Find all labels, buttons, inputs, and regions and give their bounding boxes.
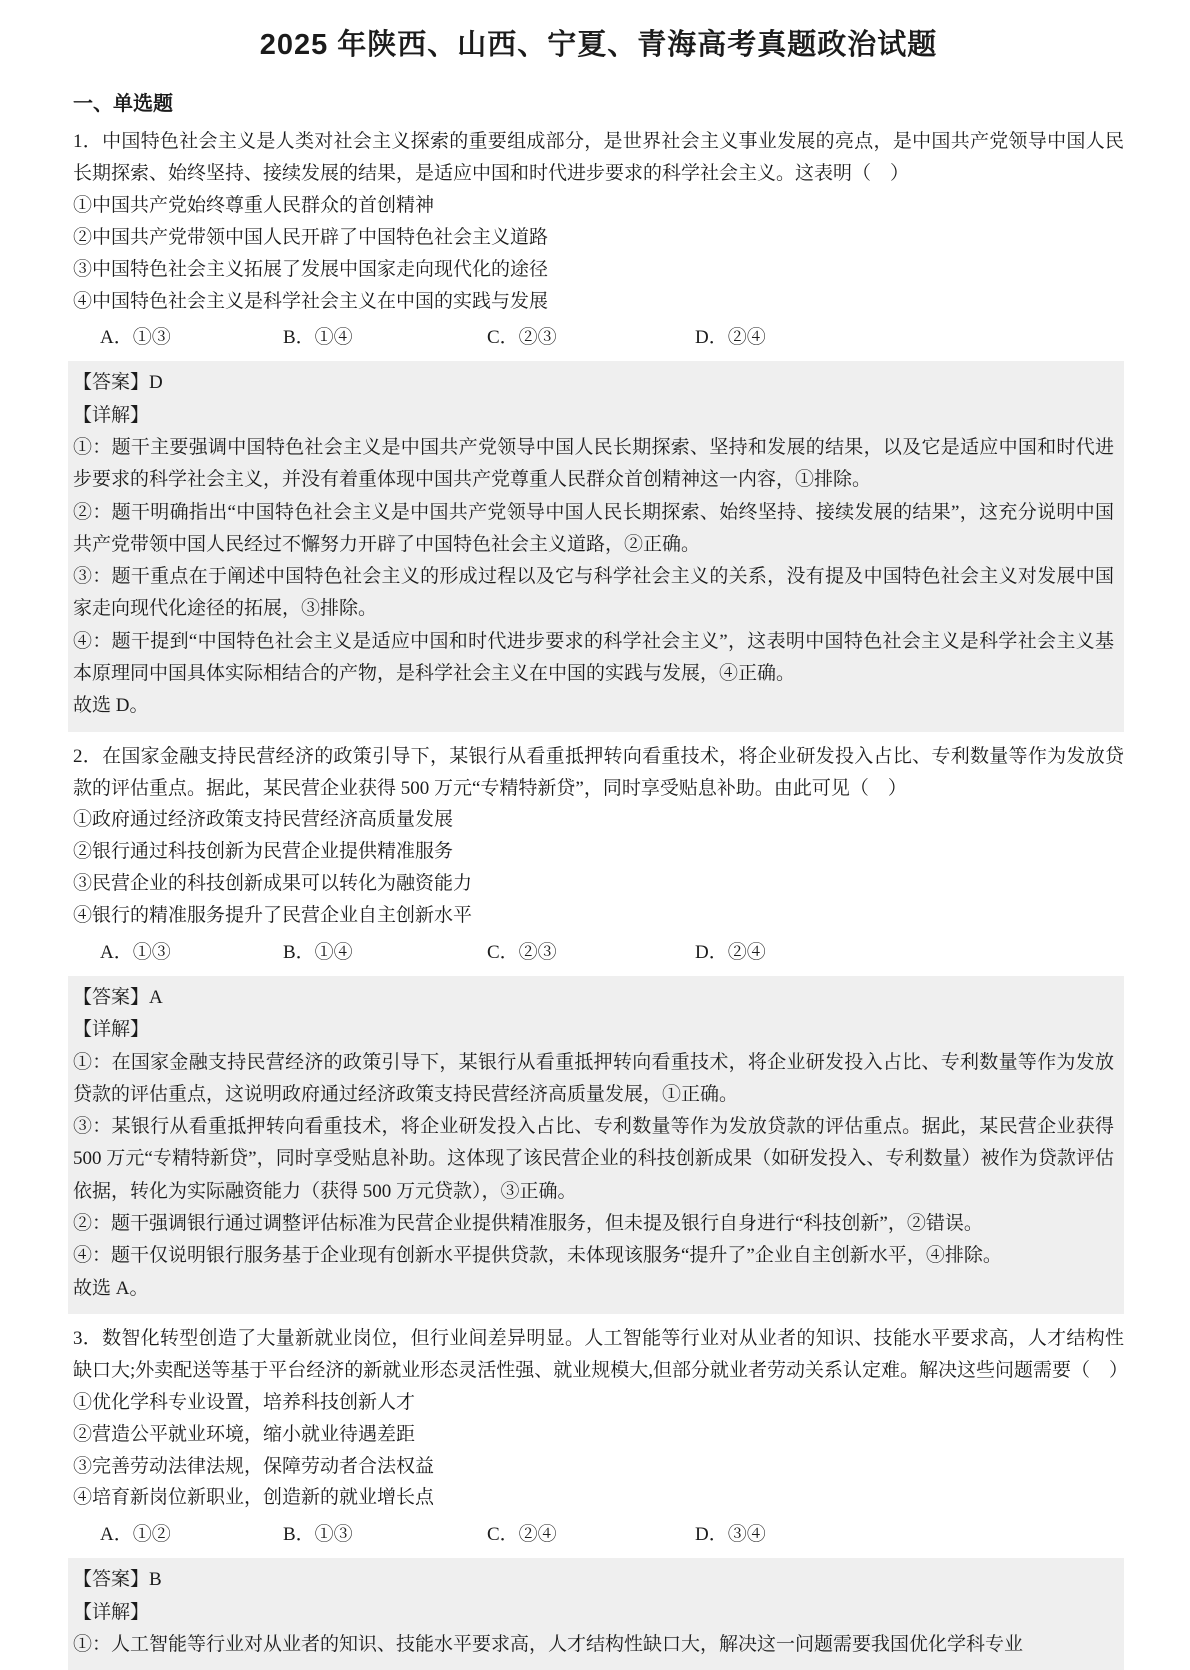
choice-row: [73, 1519, 1124, 1551]
option-statement-3: ③中国特色社会主义拓展了发展中国家走向现代化的途径: [73, 258, 549, 280]
answer-box: [68, 361, 1124, 731]
option-statement-4: ④银行的精准服务提升了民营企业自主创新水平: [73, 905, 473, 927]
choice-a: A．①③: [100, 942, 171, 964]
choice-row: [73, 937, 1124, 969]
choice-b: B．①④: [283, 942, 353, 964]
answer-line: [73, 982, 1114, 1014]
answer-label: 【答案】: [73, 372, 150, 394]
detail-paragraph: ③：题干重点在于阐述中国特色社会主义的形成过程以及它与科学社会主义的关系，没有提及中国特色社会主义对发展中国家走向现代化途径的拓展，③排除。: [73, 566, 1114, 620]
choice-c: C．②③: [487, 942, 557, 964]
option-statement-2: ②营造公平就业环境，缩小就业待遇差距: [73, 1423, 416, 1445]
answer-value: A: [149, 986, 163, 1008]
question-stem: 1．中国特色社会主义是人类对社会主义探索的重要组成部分，是世界社会主义事业发展的亮点，是中国共产党领导中国人民长期探索、始终坚持、接续发展的结果，是适应中国和时代进步要求的科学社会主义。这表明（ ）: [73, 131, 1124, 184]
detail-paragraph: ①：人工智能等行业对从业者的知识、技能水平要求高，人才结构性缺口大，解决这一问题需要我国优化学科专业: [73, 1633, 1024, 1655]
answer-value: D: [149, 372, 163, 394]
answer-line: [73, 1564, 1114, 1596]
choice-b: B．①③: [283, 1524, 353, 1546]
choice-c: C．②④: [487, 1524, 557, 1546]
question-block-1: [73, 126, 1124, 732]
page-title: 2025 年陕西、山西、宁夏、青海高考真题政治试题: [259, 29, 938, 61]
option-statement-3: ③民营企业的科技创新成果可以转化为融资能力: [73, 873, 473, 895]
detail-conclusion: 故选 D。: [73, 695, 149, 717]
question-block-3: [73, 1323, 1129, 1670]
detail-label: 【详解】: [73, 1601, 150, 1623]
question-block-2: [73, 741, 1124, 1314]
answer-label: 【答案】: [73, 986, 150, 1008]
choice-d: D．②④: [695, 327, 766, 349]
detail-label: 【详解】: [73, 1019, 150, 1041]
detail-paragraph: ①：在国家金融支持民营经济的政策引导下，某银行从看重抵押转向看重技术，将企业研发投入占比、专利数量等作为发放贷款的评估重点，这说明政府通过经济政策支持民营经济高质量发展，①正确。: [73, 1051, 1114, 1105]
option-statement-3: ③完善劳动法律法规，保障劳动者合法权益: [73, 1455, 435, 1477]
answer-line: [73, 367, 1114, 399]
question-stem: 2．在国家金融支持民营经济的政策引导下，某银行从看重抵押转向看重技术，将企业研发投入占比、专利数量等作为发放贷款的评估重点。据此，某民营企业获得 500 万元“专精特新贷”，同时享受贴息补助。由此可见（ ）: [73, 745, 1124, 799]
choice-a: A．①②: [100, 1524, 171, 1546]
answer-box: [68, 976, 1124, 1314]
choice-c: C．②③: [487, 327, 557, 349]
detail-paragraph: ②：题干明确指出“中国特色社会主义是中国共产党领导中国人民长期探索、始终坚持、接续发展的结果”，这充分说明中国共产党带领中国人民经过不懈努力开辟了中国特色社会主义道路，②正确。: [73, 501, 1114, 555]
detail-paragraph: ①：题干主要强调中国特色社会主义是中国共产党领导中国人民长期探索、坚持和发展的结果，以及它是适应中国和时代进步要求的科学社会主义，并没有着重体现中国共产党尊重人民群众首创精神这一内容，①排除。: [73, 436, 1114, 491]
choice-d: D．③④: [695, 1524, 766, 1546]
choice-row: [73, 322, 1124, 354]
section-heading: 一、单选题: [73, 93, 173, 115]
detail-paragraph: ④：题干仅说明银行服务基于企业现有创新水平提供贷款，未体现该服务“提升了”企业自主创新水平，④排除。: [73, 1245, 1002, 1267]
detail-conclusion: 故选 A。: [73, 1277, 149, 1299]
answer-value: B: [149, 1569, 162, 1591]
detail-paragraph: ②：题干强调银行通过调整评估标准为民营企业提供精准服务，但未提及银行自身进行“科技创新”，②错误。: [73, 1213, 983, 1235]
detail-label: 【详解】: [73, 404, 150, 426]
detail-paragraph: ④：题干提到“中国特色社会主义是适应中国和时代进步要求的科学社会主义”，这表明中国特色社会主义是科学社会主义基本原理同中国具体实际相结合的产物，是科学社会主义在中国的实践与发展，④正确。: [73, 630, 1114, 685]
option-statement-1: ①中国共产党始终尊重人民群众的首创精神: [73, 194, 435, 216]
option-statement-1: ①优化学科专业设置，培养科技创新人才: [73, 1391, 416, 1413]
detail-paragraph: ③：某银行从看重抵押转向看重技术，将企业研发投入占比、专利数量等作为发放贷款的评估重点。据此，某民营企业获得 500 万元“专精特新贷”，同时享受贴息补助。这体现了该民营企业的科技创新成果（如研发投入、专利数量）被作为贷款评估依据，转化为实际融资能力（获得 500 万元贷款），③正确。: [73, 1116, 1114, 1202]
option-statement-4: ④中国特色社会主义是科学社会主义在中国的实践与发展: [73, 290, 549, 312]
option-statement-2: ②银行通过科技创新为民营企业提供精准服务: [73, 841, 454, 863]
question-stem: 3．数智化转型创造了大量新就业岗位，但行业间差异明显。人工智能等行业对从业者的知识、技能水平要求高，人才结构性缺口大;外卖配送等基于平台经济的新就业形态灵活性强、就业规模大,但部分就业者劳动关系认定难。解决这些问题需要（ ）: [73, 1327, 1129, 1381]
choice-b: B．①④: [283, 327, 353, 349]
choice-d: D．②④: [695, 942, 766, 964]
option-statement-4: ④培育新岗位新职业，创造新的就业增长点: [73, 1487, 435, 1509]
answer-label: 【答案】: [73, 1569, 150, 1591]
option-statement-2: ②中国共产党带领中国人民开辟了中国特色社会主义道路: [73, 226, 549, 248]
answer-box: [68, 1558, 1124, 1670]
choice-a: A．①③: [100, 327, 171, 349]
option-statement-1: ①政府通过经济政策支持民营经济高质量发展: [73, 809, 454, 831]
